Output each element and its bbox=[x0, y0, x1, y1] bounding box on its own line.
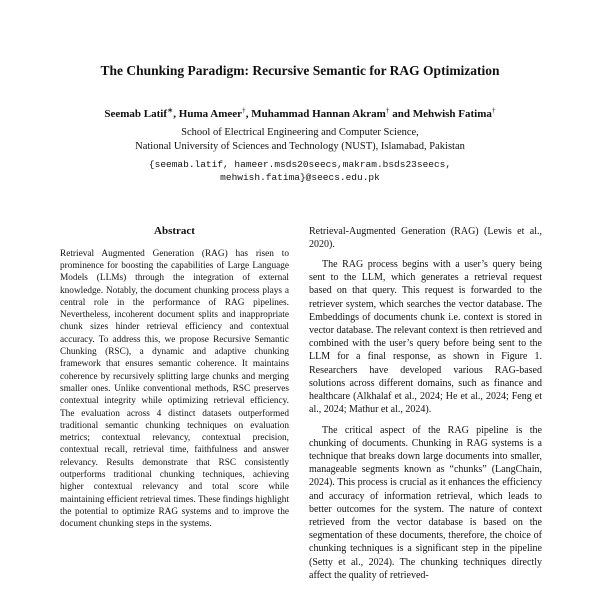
intro-paragraph-chunking: The critical aspect of the RAG pipeline is the chunking of documents. Chunking in RAG systems is a technique that breaks down large documents into smaller, manageable segments known as “chunks” (LangChain, 2024). This process is crucial as it enhances the efficiency and accuracy of information retrieval, which leads to better outcomes for the system. The nature of context retrieved from the vector database is based on the segmentation of these documents, therefore, the choice of chunking techniques is a significant step in the pipeline (Setty et al., 2024). The chunking techniques directly affect the quality of retrieved- bbox=[309, 424, 542, 581]
author-mark: ∗ bbox=[166, 105, 174, 114]
email-line-1: {seemab.latif, hameer.msds20seecs,makram.bsds23seecs, bbox=[148, 158, 452, 170]
intro-paragraph-rag-process: The RAG process begins with a user’s query being sent to the LLM, which generates a retrieval request based on that query. This request is forwarded to the retriever system, which searches the vector database. The Embeddings of documents chunk i.e. context is stored in vector database. The relevant context is then retrieved and combined with the user’s query before being sent to the LLM for a final response, as shown in Figure 1. Researchers have developed various RAG-based solutions across different domains, such as finance and healthcare (Alkhalaf et al., 2024; He et al., 2024; Feng et al., 2024; Mathur et al., 2024). bbox=[309, 259, 542, 416]
two-column-body bbox=[58, 225, 542, 589]
right-column bbox=[309, 225, 542, 589]
author-mark: † bbox=[491, 105, 496, 114]
author: Huma Ameer†, bbox=[178, 105, 252, 120]
affiliation-line-2: National University of Sciences and Technology (NUST), Islamabad, Pakistan bbox=[135, 140, 465, 152]
abstract-text: Retrieval Augmented Generation (RAG) has risen to prominence for boosting the capabilities of Large Language Models (LLMs) through the integration of external knowledge. Notably, the document chunking process plays a central role in the performance of RAG pipelines. Nevertheless, incoherent document splits and inappropriate chunk sizes hinder retrieval efficiency and contextual accuracy. To address this, we propose Recursive Semantic Chunking (RSC), a dynamic and adaptive chunking framework that ensures semantic coherence. It maintains coherence by recursively splitting large chunks and merging smaller ones. Unlike conventional methods, RSC preserves contextual integrity while optimizing retrieval efficiency. The evaluation across 4 distinct datasets outperformed traditional semantic chunking techniques on evaluation metrics; contextual relevancy, contextual precision, contextual recall, retrieval time, faithfulness and answer relevancy. Results demonstrate that RSC consistently outperforms traditional chunking techniques, achieving higher contextual relevancy and total score while maintaining efficient retrieval times. These findings highlight the potential to optimize RAG systems and to improve the document chunking steps in the systems. bbox=[60, 248, 289, 530]
author-mark: † bbox=[242, 105, 246, 114]
left-column bbox=[58, 225, 291, 589]
paper-title: The Chunking Paradigm: Recursive Semantic for RAG Optimization bbox=[100, 63, 500, 78]
author: Muhammad Hannan Akram† and bbox=[251, 105, 413, 120]
email-line-2: mehwish.fatima}@seecs.edu.pk bbox=[220, 172, 380, 184]
author: Seemab Latif∗, bbox=[104, 105, 179, 120]
email-block bbox=[58, 158, 542, 185]
author: Mehwish Fatima† bbox=[412, 105, 496, 120]
abstract-heading: Abstract bbox=[154, 224, 195, 237]
author-mark: † bbox=[385, 105, 390, 114]
author-line bbox=[58, 103, 542, 121]
intro-paragraph-continuation: Retrieval-Augmented Generation (RAG) (Lewis et al., 2020). bbox=[309, 225, 542, 250]
affiliation-line-1: School of Electrical Engineering and Computer Science, bbox=[181, 126, 419, 138]
